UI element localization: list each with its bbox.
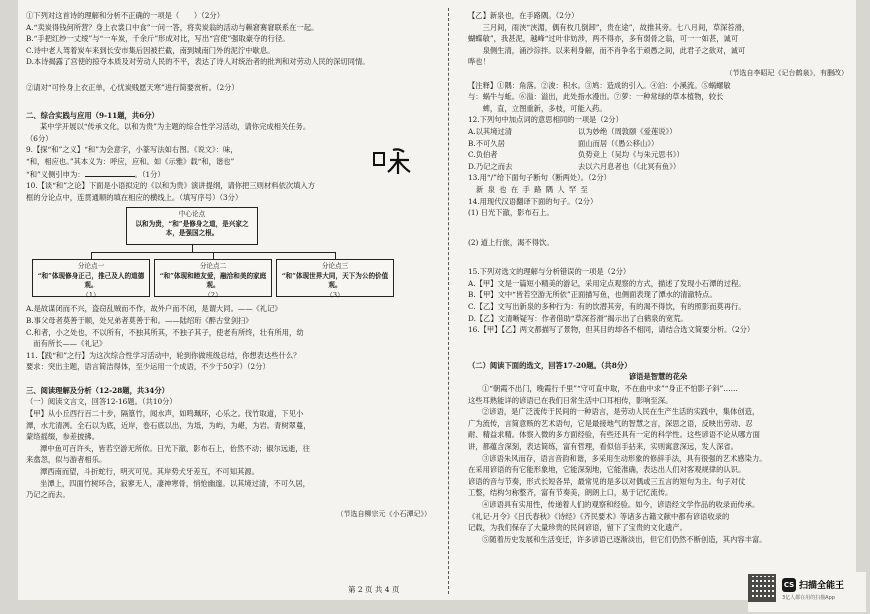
sub2-title: 分论点二 bbox=[199, 262, 227, 271]
passage-jia-source: （节选自柳宗元《小石潭记》） bbox=[336, 509, 431, 518]
essay-line: 这些耳熟能详的谚语已在我们日常生活中口耳相传，影响至深。 bbox=[468, 395, 673, 405]
q12-title: 12.下列句中加点词的意思相同的一项是（2分） bbox=[468, 115, 623, 125]
q9-line2: “和，相应也。”其本义为：呼应，应和。如《示雅》载“和，谐也” bbox=[26, 156, 235, 166]
essay-line: 谚语的音与节奏，形式长短各异，最常见的是多以对偶或三五言的短句为主。句子对仗 bbox=[468, 476, 746, 486]
essay-line: ①“朝霞不出门，晚霞行千里”“守可直中取，不在曲中求”“身正不怕影子斜”…… bbox=[482, 384, 738, 394]
sub-argument-2 bbox=[154, 259, 272, 297]
q14-title: 14.用现代汉语翻译下面的句子。（2分） bbox=[468, 196, 598, 206]
passage-jia-line: 来翕忽，似与游者相乐。 bbox=[26, 455, 107, 465]
section-2-intro: 某中学开展以“传承文化，以和为贵”为主题的综合性学习活动，请你完成相关任务。 bbox=[40, 122, 311, 132]
yi-line: 泉侧生清，涌沙淙拌。以来利身解，而不肖争名于顽愚之间，此君子之欲对，诚可 bbox=[468, 45, 746, 55]
center-argument-box bbox=[126, 207, 258, 245]
subsection-1-heading: （一）阅读文言文，回答12-16题。（共10分） bbox=[26, 397, 177, 407]
exam-page bbox=[18, 0, 856, 600]
notes-line: 与：蜗牛与蚯。⑥溢：溢出，此处指水漫出。⑦萝：一种常绿的草本植物，较长 bbox=[468, 92, 724, 102]
sub1-number: （1） bbox=[82, 290, 100, 299]
yi-source: （节选自李昭玘《记台鹤泉》，有删改） bbox=[725, 68, 848, 77]
sub3-number: （3） bbox=[326, 290, 344, 299]
q12-option-d bbox=[468, 161, 848, 173]
connector-line bbox=[213, 252, 214, 259]
passage-jia-line-1 bbox=[26, 408, 431, 420]
passage-jia-line: 坐潭上，四面竹树环合，寂寥无人，凄神寒骨，悄怆幽邃。以其境过清，不可久居， bbox=[40, 478, 310, 488]
outline-diagram bbox=[26, 207, 431, 299]
q13-sentence: 新 泉 也 在 手 路 隅 人 罕 至 bbox=[476, 184, 589, 194]
sub3-text: “和”体现世界大同，天下为公的价值观。 bbox=[281, 271, 389, 290]
material-b: B.事父母者莫善于顺，处兄弟者莫善于和。——陆绍珩《醉古堂剑扫》 bbox=[26, 315, 253, 325]
q-choice-intro: ①下列对这首诗的理解和分析不正确的一项是（ ）（2分） bbox=[26, 11, 225, 20]
sub-argument-1 bbox=[32, 259, 150, 297]
q9-title: 9.【探“和”之义】“和”为会意字，小篆写法如右图。《说文》：味， bbox=[26, 145, 238, 155]
essay-line: 《礼记·月令》《吕氏春秋》《诗经》《齐民要术》等诸多古籍文献中都有谚语收录的 bbox=[468, 511, 730, 521]
yi-title: 【乙】新泉也，在手路隅。（2分） bbox=[468, 11, 579, 20]
sub2-number: （2） bbox=[204, 290, 222, 299]
essay-line: 在采用谚语的有它能形象地，它能深刻地，它能准确，表达出人们对客观规律的认识。 bbox=[468, 465, 746, 475]
q14-part-2: (2) 道上行旅，渴不得饮。 bbox=[468, 237, 554, 247]
connector-line bbox=[91, 252, 92, 259]
answer-blank bbox=[85, 168, 135, 177]
seal-character bbox=[371, 146, 415, 176]
essay-line: 记载，为我们保存了大量珍贵的民间谚语，留下了宝贵的文化遗产。 bbox=[468, 523, 687, 533]
question-2: ②请对“可怜身上衣正单，心忧炭贱愿天寒”进行简要赏析。（2分） bbox=[26, 82, 239, 92]
q12-d-right: 去以六月息者也（《北冥有鱼》） bbox=[578, 161, 681, 171]
camscanner-logo-icon: CS bbox=[782, 578, 796, 592]
yi-line: 哗也！ bbox=[468, 57, 490, 67]
q12-d-left: D.乃记之而去 bbox=[468, 161, 513, 171]
q12-c-right: 负势竞上（吴均《与朱元思书》） bbox=[578, 150, 684, 160]
passage-text: 从小丘西行百二十步，隔篁竹，闻水声，如鸣珮环，心乐之。伐竹取道，下见小 bbox=[47, 409, 304, 419]
q12-options bbox=[468, 126, 848, 172]
essay-line: 讲，都蕴含深刻，表达简练，富有哲理，看似信手拈来，实则寓意深远，发人深省。 bbox=[468, 442, 738, 451]
choice-a: A.“卖炭得钱何所营？身上衣裳口中食”一问一答，将卖炭翁的活动与赖窘赛窘联系在一起。 bbox=[26, 22, 319, 32]
scanner-app-name: 扫描全能王 bbox=[799, 581, 845, 591]
notes-line: 蜱，直，立图重新，多枝，可能入药。 bbox=[468, 103, 607, 113]
scanner-watermark bbox=[748, 572, 866, 612]
q15-title: 15.下列对选文的理解与分析错误的一项是（2分） bbox=[468, 267, 631, 277]
q9-score: 。（1分） bbox=[134, 169, 165, 179]
choice-c: C.诗中老人驾着炭车来到长安市集后因被拦截，南到城南门外的泥泞中歇息。 bbox=[26, 45, 275, 55]
q15-option-b: B.【甲】文中“皆若空游无所依”正面描写鱼，也侧面表现了潭水的清澈特点。 bbox=[468, 290, 717, 300]
sub1-title: 分论点一 bbox=[77, 262, 105, 271]
yi-line: 三月间，雨浃“浃湄，偶有枚几倒卸”，贵在途”，故推其旁。七八月间，草深苔滑， bbox=[468, 22, 750, 32]
sub-argument-3 bbox=[276, 259, 394, 297]
q12-c-left: C.负伯者 bbox=[468, 150, 498, 160]
q12-a-right: 以为妙绝（周敦颐《爱莲说》） bbox=[578, 126, 677, 136]
section-3-heading: 三、阅读理解及分析（12-28题，共34分） bbox=[26, 385, 169, 395]
sub3-title: 分论点三 bbox=[321, 262, 349, 271]
page-number: 第 2 页 共 4 页 bbox=[348, 585, 400, 594]
connector-line bbox=[335, 252, 336, 259]
q12-a-left: A.以其境过清 bbox=[468, 126, 513, 136]
essay-line: 工整，结构匀称整齐，富有节奏美，朗朗上口，易于记忆流传。 bbox=[468, 488, 673, 498]
q10-title: 10.【谈“和”之论】下面是小语拟定的《以和为贵》演讲提纲，请你把三则材料依次填入方 bbox=[26, 181, 316, 191]
essay-line: ④谚语具有实用性，传递着人们的观察和经验。如今，谚语经文学作品的收录而传承。 bbox=[482, 499, 760, 509]
material-c-cont: 而有所长——《礼记》 bbox=[26, 339, 107, 349]
choice-d: D.本诗揭露了宫使的掠夺本质及对劳动人民的不平，表达了诗人对统治者的批判和对劳动人民的深切同情。 bbox=[26, 57, 370, 67]
material-c: C.和者，小之处也，不以所有，不独其所其，不独子其子，使老有所终，壮有所用，幼 bbox=[26, 327, 304, 337]
passage-jia-line: 潭中鱼可百许头，皆若空游无所依。日光下澈，影布石上，佁然不动；俶尔远逝，往 bbox=[40, 443, 310, 453]
q15-option-d: D.【乙】文清晰疑写：作者借助“草深苔滑”揭示出了白鹤泉的宽荒。 bbox=[468, 313, 688, 323]
q14-part-1: (1) 日光下澈，影布石上。 bbox=[468, 208, 554, 218]
q16-title: 16.【甲】【乙】两文都描写了景物，但其目的却各不相同，请结合选文简要分析。（2分） bbox=[468, 325, 755, 335]
qr-code-icon bbox=[748, 574, 776, 602]
q10-line2: 框的分论点中，连贯通顺的填在相应的横线上。（填写序号）（3分） bbox=[26, 192, 243, 202]
sub2-text: “和”体现和睦友爱，融洽和美的家庭观。 bbox=[159, 271, 267, 290]
q13-title: 13.用“/”给下面句子断句（断两处）。（2分） bbox=[468, 173, 611, 183]
center-text: 以和为贵，“和”是修身之道，是兴家之本，是强国之根。 bbox=[135, 219, 249, 238]
left-column bbox=[26, 10, 431, 520]
essay-line: 耐、精益求精。体察入微的多方面经验，有些还具有一定的科学性。这些谚语不论从哪方面 bbox=[468, 430, 760, 440]
passage-jia-line: 潭，水尤清冽。全石以为底，近岸，卷石底以出，为坻，为屿，为嵁，为岩。青树翠蔓， bbox=[26, 420, 311, 430]
connector-line bbox=[192, 245, 193, 252]
yi-line: 蝴蝶敏”，我甚泥，越峰“过叶非妨涉，两不得亦，多有弱骨之翁，可一一如甚，诚可 bbox=[468, 34, 739, 44]
essay-title: 谚语是智慧的花朵 bbox=[628, 372, 688, 382]
q11-title: 11.【践“和”之行】为这次综合性学习活动中，轮到你做班级总结，你想表达些什么？ bbox=[26, 350, 301, 360]
passage-jia-line: 潭西南而望，斗折蛇行，明灭可见。其岸势犬牙差互，不可知其源。 bbox=[40, 467, 259, 477]
q12-b-right: 面山而居（《愚公移山》） bbox=[578, 138, 659, 148]
q12-option-a bbox=[468, 126, 848, 138]
seal-glyph-icon bbox=[371, 146, 415, 176]
choice-b: B.“手把红纱一丈绫”与“一车炭，千余斤”形成对比，写出“宫使”强取豪夺的行径。 bbox=[26, 34, 290, 44]
column-divider bbox=[448, 8, 449, 594]
essay-line: ②谚语，是广泛流传于民间的一种语言，是劳动人民在生产生活的实践中，集体创造， bbox=[482, 407, 760, 417]
passage-jia-line: 蒙络摇缀，参差披拂。 bbox=[26, 432, 99, 442]
jia-label: 【甲】 bbox=[26, 409, 48, 419]
right-column bbox=[468, 10, 848, 545]
q12-option-b bbox=[468, 138, 848, 150]
q12-b-left: B.不可久居 bbox=[468, 138, 505, 148]
essay-line: 广为流传，言简意赅的艺术语句，它是最接地气的智慧之言，深思之语，反映出劳动、忍 bbox=[468, 418, 753, 428]
q9-prompt: “和”义侧引申为： bbox=[26, 169, 85, 179]
subsection-2-heading: （二）阅读下面的选文，回答17-20题。（共8分） bbox=[468, 360, 632, 370]
material-a: A.是故谋闭而不兴，盗窃乱贼而不作，故外户而不闭，是谓大同。——《礼记》 bbox=[26, 304, 282, 314]
essay-line: ③谚语朱风而存，语言音韵和谐，多采用生动形象的修辞手法，具有很强的艺术感染力。 bbox=[482, 453, 767, 463]
q15-option-c: C.【乙】文写出新泉的多种行为：有的饮潜其旁，有的渴不得饮，有的照影而莫再行。 bbox=[468, 302, 746, 312]
q15-option-a: A.【甲】文是一篇短小精美的游记，采用定点观察的方式，描述了发现小石潭的过程。 bbox=[468, 278, 746, 288]
sub1-text: “和”体现修身正己，推己及人的道德观。 bbox=[37, 271, 145, 290]
passage-jia-line: 乃记之而去。 bbox=[26, 490, 70, 500]
notes-line: 【注释】①隅：角落。②浚：积水。③鸠：造成的引入。④泊：小溪流。⑤蜗螺敏 bbox=[468, 80, 731, 90]
scanner-tagline: 3亿人都在用的扫描App bbox=[782, 595, 835, 601]
essay-line: ⑤随着历史发展和生活变迁，许多谚语已逐渐淡出，但它们仍然不断创造，其内容丰富。 bbox=[482, 534, 767, 544]
section-2-heading: 二、综合实践与应用（9-11题，共6分） bbox=[26, 110, 159, 120]
section-2-score: （6分） bbox=[26, 133, 53, 143]
q11-line2: 要求：突出主题，语言简洁得体，至少运用一个成语，不少于50字）（2分） bbox=[26, 362, 270, 372]
center-title: 中心论点 bbox=[178, 210, 206, 219]
q12-option-c bbox=[468, 149, 848, 161]
